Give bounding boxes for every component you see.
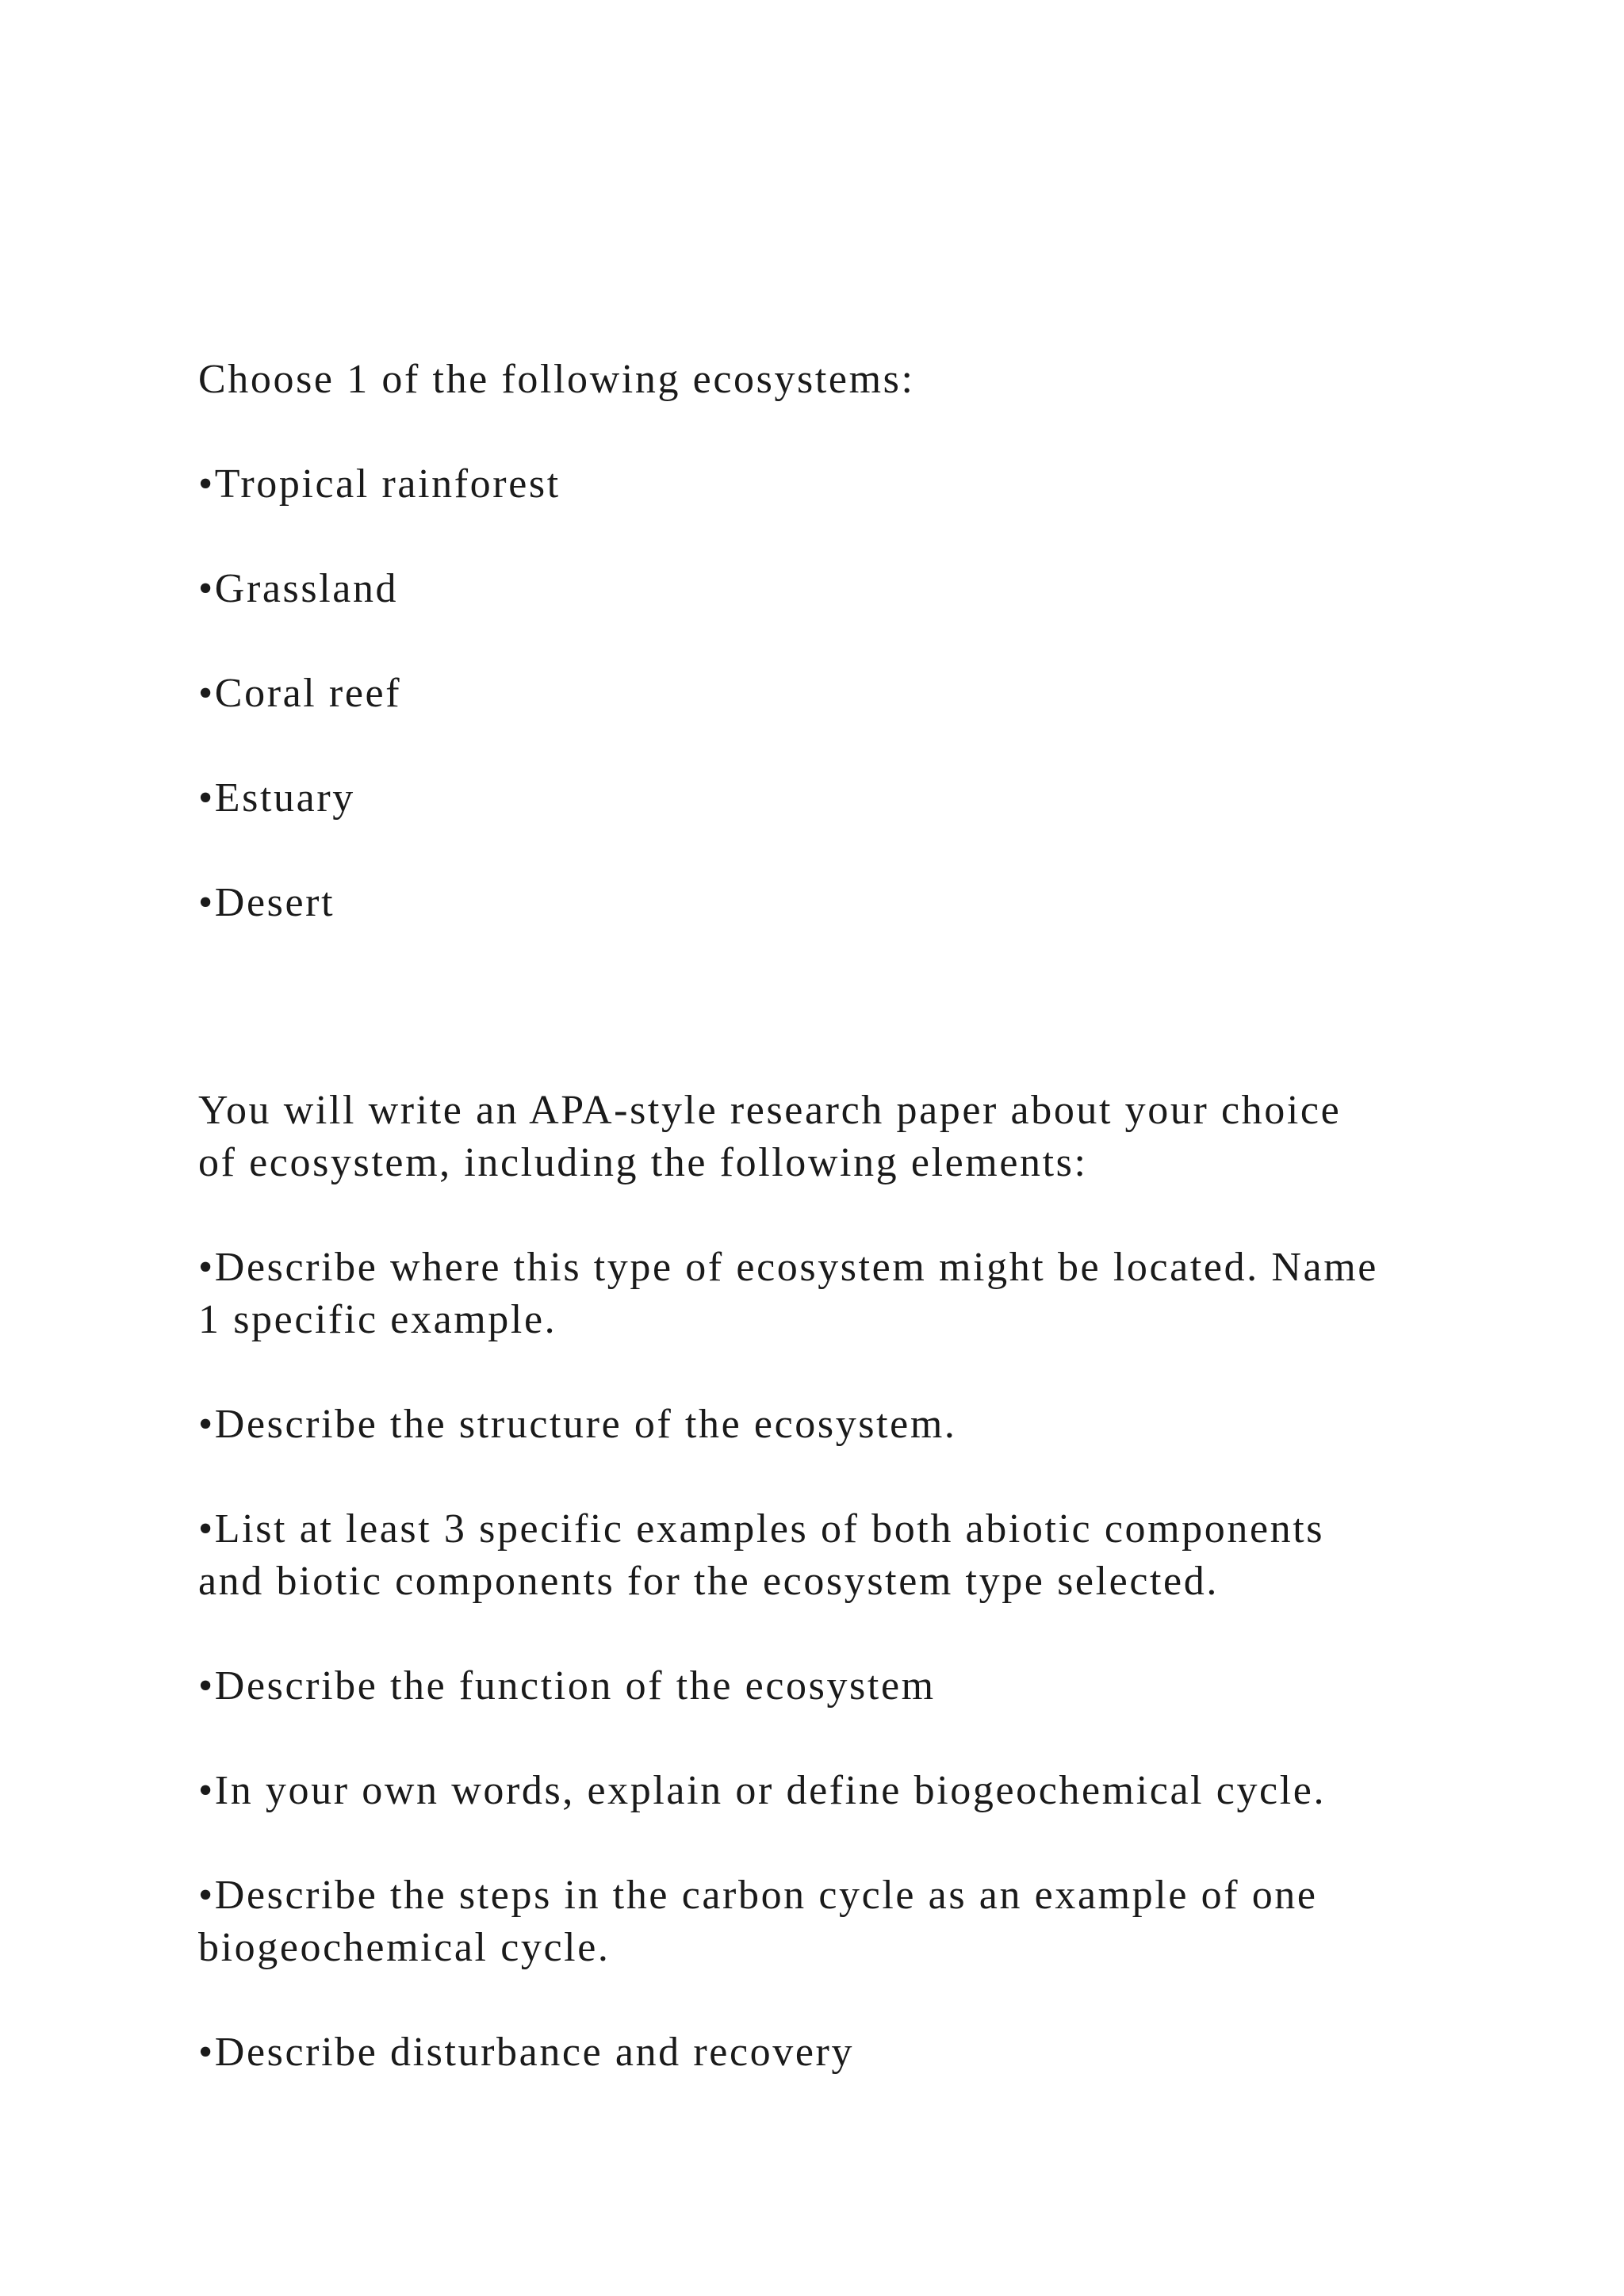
assignment-text-line-1: You will write an APA-style research paper about your choice <box>198 1088 1342 1133</box>
ecosystem-item-tropical-rainforest: •Tropical rainforest <box>198 461 561 507</box>
intro-text: Choose 1 of the following ecosystems: <box>198 357 915 402</box>
element-carbon-cycle-line-2: biogeochemical cycle. <box>198 1925 611 1970</box>
element-function: •Describe the function of the ecosystem <box>198 1663 936 1709</box>
element-components-line-2: and biotic components for the ecosystem type selected. <box>198 1559 1219 1604</box>
ecosystem-item-coral-reef: •Coral reef <box>198 671 402 716</box>
assignment-text-line-2: of ecosystem, including the following elements: <box>198 1140 1088 1185</box>
ecosystem-item-desert: •Desert <box>198 880 335 925</box>
element-location-line-2: 1 specific example. <box>198 1297 557 1342</box>
element-structure: •Describe the structure of the ecosystem. <box>198 1402 957 1447</box>
element-carbon-cycle-line-1: •Describe the steps in the carbon cycle as an example of one <box>198 1873 1318 1918</box>
element-biogeochemical-cycle: •In your own words, explain or define biogeochemical cycle. <box>198 1768 1327 1813</box>
ecosystem-item-grassland: •Grassland <box>198 566 399 611</box>
ecosystem-item-estuary: •Estuary <box>198 775 355 821</box>
element-components-line-1: •List at least 3 specific examples of both abiotic components <box>198 1506 1325 1552</box>
element-location-line-1: •Describe where this type of ecosystem might be located. Name <box>198 1245 1378 1290</box>
element-disturbance-recovery: •Describe disturbance and recovery <box>198 2030 855 2075</box>
